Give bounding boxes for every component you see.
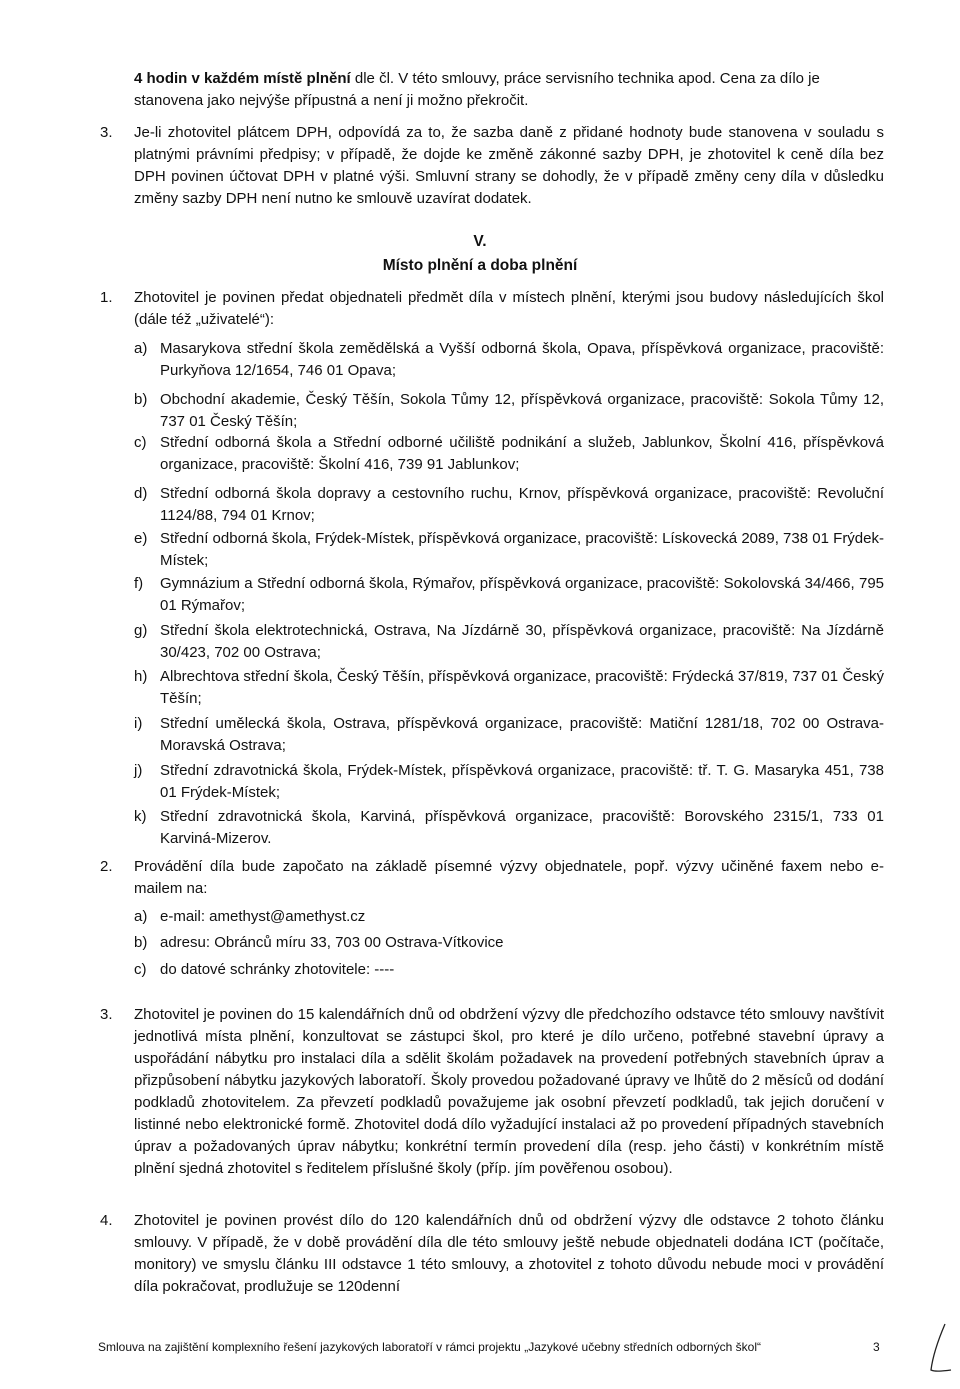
list-letter: j) [134,762,143,779]
list-letter: i) [134,715,143,732]
list-letter: c) [134,434,147,451]
paragraph-continuation [134,68,884,112]
clause-number: 3. [100,1006,113,1023]
list-text: Obchodní akademie, Český Těšín, Sokola Tůmy 12, příspěvková organizace, pracoviště: Sokola Tůmy 12, 737 01 Český Těšín; [160,391,884,430]
list-text: Střední škola elektrotechnická, Ostrava, Na Jízdárně 30, příspěvková organizace, pracoviště: Na Jízdárně 30/423, 702 00 Ostrava; [160,622,884,661]
list-letter: b) [134,391,148,408]
clause-number: 4. [100,1212,113,1229]
list-letter: d) [134,485,148,502]
list-text: Střední zdravotnická škola, Karviná, příspěvková organizace, pracoviště: Borovského 2315/1, 733 01 Karviná-Mizerov. [160,808,884,847]
clause-text: Zhotovitel je povinen do 15 kalendářních dnů od obdržení výzvy dle předchozího odstavce této smlouvy navštívit jednotlivá místa plnění, konzultovat se zástupci škol, pro které je dílo určeno, potřebné stavební úpravy a uspořádání nábytku pro instalaci díla a sdělit školám požadavek na provedení potřebných stavebních úprav a přizpůsobení nábytku jazykových laboratoří. Školy provedou požadované úpravy ve lhůtě do 2 měsíců od dodání podkladů zhotovitelem. Za převzetí podkladů považujeme jak osobní převzetí podkladů, tak jejich doručení v listinné nebo elektronické formě. Zhotovitel dodá dílo vyžadující instalaci až po provedení případných stavebních úprav a požadovaných úprav nábytku; konkrétní termín provedení díla (resp. jeho části) v konkrétním místě plnění sjedná zhotovitel s ředitelem příslušné školy (příp. jím pověřenou osobou). [134,1006,884,1177]
list-text: Střední odborná škola, Frýdek-Místek, příspěvková organizace, pracoviště: Lískovecká 2089, 738 01 Frýdek-Místek; [160,530,884,569]
section-number: V. [473,233,487,250]
clause-text: Zhotovitel je povinen provést dílo do 120 kalendářních dnů od obdržení výzvy dle odstavce 2 tohoto článku smlouvy. V případě, že v době provádění díla dle této smlouvy ještě nebude objednateli dodána ICT (počítače, monitory) ve smyslu článku III odstavce 1 této smlouvy, a zhotovitel z tohoto důvodu nebude moci v provádění díla pokračovat, prodlužuje se 120denní [134,1212,884,1295]
list-letter: a) [134,340,148,357]
list-letter: b) [134,934,148,951]
section-title: Místo plnění a doba plnění [382,257,578,274]
list-text: do datové schránky zhotovitele: ---- [160,961,395,978]
list-letter: c) [134,961,147,978]
list-text: adresu: Obránců míru 33, 703 00 Ostrava-Vítkovice [160,934,504,951]
list-letter: e) [134,530,148,547]
list-text: Střední odborná škola dopravy a cestovního ruchu, Krnov, příspěvková organizace, pracoviště: Revoluční 1124/88, 794 01 Krnov; [160,485,884,524]
clause-text: Je-li zhotovitel plátcem DPH, odpovídá za to, že sazba daně z přidané hodnoty bude stanovena v souladu s platnými právními předpisy; v případě, že dojde ke změně zákonné sazby DPH, je zhotovitel k ceně díla bez DPH povinen účtovat DPH v platné výši. Smluvní strany se dohodly, že v případě změny ceny díla v důsledku změny sazby DPH není nutno ke smlouvě uzavírat dodatek. [134,124,884,207]
paragraph-text: dle čl. V této smlouvy, práce servisního technika apod. Cena za dílo je stanovena jako nejvýše přípustná a není ji možno překročit. [134,70,820,109]
footer-text: Smlouva na zajištění komplexního řešení jazykových laboratoří v rámci projektu „Jazykové učebny středních odborných škol“ [98,1340,761,1354]
list-letter: a) [134,908,148,925]
list-letter: g) [134,622,148,639]
list-text: Masarykova střední škola zemědělská a Vyšší odborná škola, Opava, příspěvková organizace, pracoviště: Purkyňova 12/1654, 746 01 Opava; [160,340,884,379]
list-letter: k) [134,808,147,825]
list-text: Střední odborná škola a Střední odborné učiliště podnikání a služeb, Jablunkov, Školní 416, příspěvková organizace, pracoviště: Školní 416, 739 91 Jablunkov; [160,434,884,473]
bold-prefix: 4 hodin v každém místě plnění [134,70,351,87]
page-footer [98,1336,888,1358]
list-text: Střední umělecká škola, Ostrava, příspěvková organizace, pracoviště: Matiční 1281/18, 702 00 Ostrava-Moravská Ostrava; [160,715,884,754]
list-text: Albrechtova střední škola, Český Těšín, příspěvková organizace, pracoviště: Frýdecká 37/819, 737 01 Český Těšín; [160,668,884,707]
list-letter: f) [134,575,144,592]
clause-text: Provádění díla bude započato na základě písemné výzvy objednatele, popř. výzvy učiněné faxem nebo e-mailem na: [134,858,884,897]
clause-number: 3. [100,124,113,141]
clause-number: 2. [100,858,113,875]
clause-number: 1. [100,289,113,306]
list-text: Gymnázium a Střední odborná škola, Rýmařov, příspěvková organizace, pracoviště: Sokolovská 34/466, 795 01 Rýmařov; [160,575,884,614]
clause-text: Zhotovitel je povinen předat objednateli předmět díla v místech plnění, kterými jsou budovy následujících škol (dále též „uživatelé“): [134,289,884,328]
list-letter: h) [134,668,148,685]
list-text: e-mail: amethyst@amethyst.cz [160,908,366,925]
page-number: 3 [873,1340,880,1354]
list-text: Střední zdravotnická škola, Frýdek-Místek, příspěvková organizace, pracoviště: tř. T. G. Masaryka 451, 738 01 Frýdek-Místek; [160,762,884,801]
initials-signature [925,1320,955,1380]
